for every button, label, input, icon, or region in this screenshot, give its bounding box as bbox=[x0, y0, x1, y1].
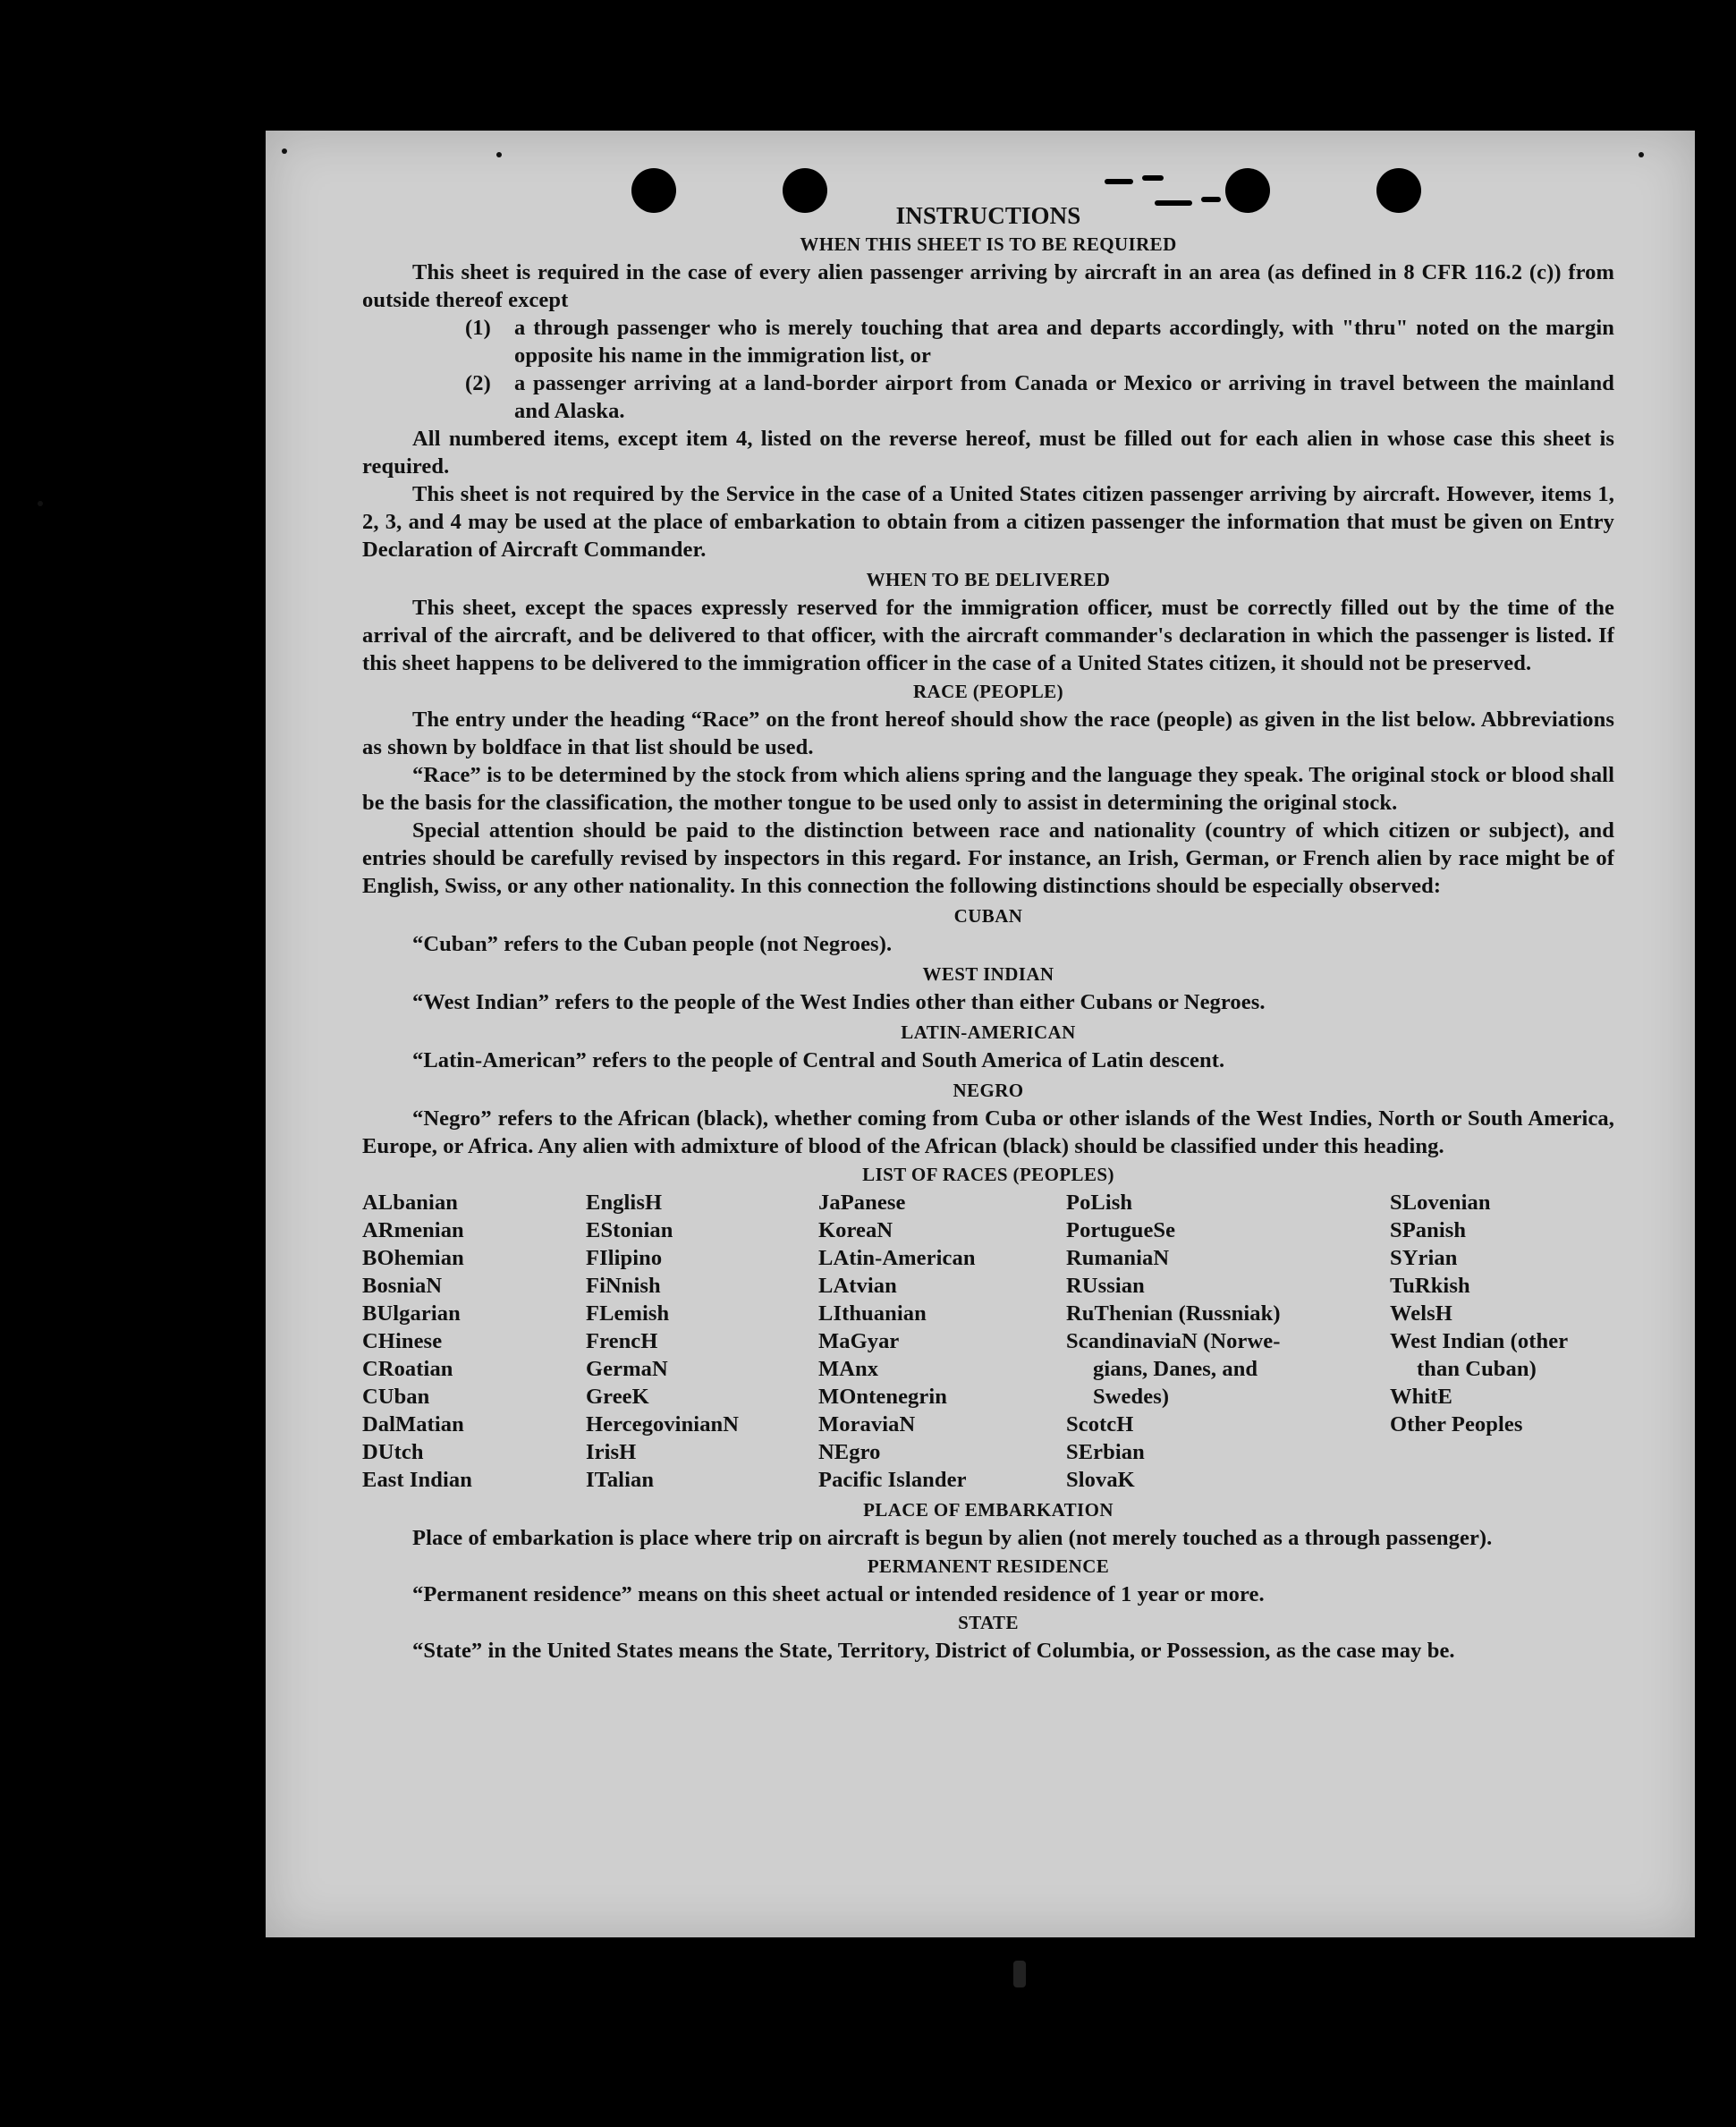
race-entry: BUlgarian bbox=[362, 1301, 461, 1326]
speck bbox=[282, 148, 287, 154]
race-entry: ScotcH bbox=[1066, 1412, 1134, 1436]
races-column bbox=[586, 1189, 818, 1494]
race-entry: IrisH bbox=[586, 1440, 637, 1464]
race-entry: RUssian bbox=[1066, 1274, 1145, 1298]
race-entry: LAtin-American bbox=[818, 1246, 976, 1270]
exception-text: a through passenger who is merely touching that area and departs accordingly, with "thru" noted on the margin opposite his name in the immigration list, or bbox=[514, 316, 1614, 368]
heading-list-of-races: LIST OF RACES (PEOPLES) bbox=[862, 1164, 1114, 1185]
ink-mark bbox=[1142, 175, 1164, 181]
race-entry: PortugueSe bbox=[1066, 1218, 1176, 1242]
race-entry: KoreaN bbox=[818, 1218, 893, 1242]
race-entry: JaPanese bbox=[818, 1191, 906, 1215]
document-sheet bbox=[266, 131, 1695, 1937]
race-entry: West Indian (other bbox=[1390, 1329, 1569, 1353]
race-entry: ScandinaviaN (Norwe- bbox=[1066, 1329, 1281, 1353]
race-entry: TuRkish bbox=[1390, 1274, 1470, 1298]
paragraph: This sheet is not required by the Service in the case of a United States citizen passenger arriving by aircraft. However, items 1, 2, 3, and 4 may be used at the place of embarkation to obtain from a citizen passenger the information that must be given on Entry Declaration of Aircraft Commander. bbox=[362, 482, 1614, 562]
paragraph: “State” in the United States means the State, Territory, District of Columbia, or Possession, as the case may be. bbox=[412, 1639, 1455, 1663]
exception-number: (2) bbox=[465, 371, 491, 395]
paragraph: This sheet, except the spaces expressly reserved for the immigration officer, must be correctly filled out by the time of the arrival of the aircraft, and be delivered to that officer, with the aircraft commander's declaration in which the passenger is listed. If this sheet happens to be delivered to the immigration officer in the case of a United States citizen, it should not be preserved. bbox=[362, 596, 1614, 675]
races-list bbox=[362, 1189, 1614, 1494]
races-column bbox=[1390, 1189, 1614, 1494]
paragraph: “Permanent residence” means on this sheet actual or intended residence of 1 year or more. bbox=[412, 1582, 1265, 1606]
race-entry: RumaniaN bbox=[1066, 1246, 1170, 1270]
race-entry: SLovenian bbox=[1390, 1191, 1491, 1215]
heading-cuban: CUBAN bbox=[953, 905, 1023, 927]
heading-state: STATE bbox=[958, 1612, 1019, 1633]
paragraph: “Cuban” refers to the Cuban people (not Negroes). bbox=[412, 932, 893, 956]
paragraph: “Negro” refers to the African (black), whether coming from Cuba or other islands of the West Indies, North or South America, Europe, or Africa. Any alien with admixture of blood of the African (black) should be classified under this heading. bbox=[362, 1106, 1614, 1158]
heading-permanent-residence: PERMANENT RESIDENCE bbox=[867, 1555, 1110, 1577]
race-entry: LAtvian bbox=[818, 1274, 897, 1298]
paragraph: The entry under the heading “Race” on the front hereof should show the race (people) as given in the list below. Abbreviations as shown by boldface in that list should be used. bbox=[362, 708, 1614, 759]
race-entry: CRoatian bbox=[362, 1357, 453, 1381]
heading-latin-american: LATIN-AMERICAN bbox=[901, 1021, 1076, 1043]
race-entry: BosniaN bbox=[362, 1274, 443, 1298]
paragraph: Special attention should be paid to the distinction between race and nationality (country of which citizen or subject), and entries should be carefully revised by inspectors in this regard. For instance, an Irish, German, or French alien by race might be of English, Swiss, or any other nationality. In this connection the following distinctions should be especially observed: bbox=[362, 818, 1614, 898]
heading-race: RACE (PEOPLE) bbox=[913, 681, 1063, 702]
race-entry: EnglisH bbox=[586, 1191, 663, 1215]
race-entry: WelsH bbox=[1390, 1301, 1452, 1326]
race-entry: GermaN bbox=[586, 1357, 668, 1381]
heading-when-required: WHEN THIS SHEET IS TO BE REQUIRED bbox=[800, 233, 1177, 255]
race-entry: CHinese bbox=[362, 1329, 443, 1353]
exception-text: a passenger arriving at a land-border airport from Canada or Mexico or arriving in travel between the mainland and Alaska. bbox=[514, 371, 1614, 423]
speck bbox=[38, 501, 43, 506]
race-entry: ARmenian bbox=[362, 1218, 464, 1242]
race-entry: MoraviaN bbox=[818, 1412, 916, 1436]
race-entry: MaGyar bbox=[818, 1329, 900, 1353]
race-entry: ALbanian bbox=[362, 1191, 459, 1215]
race-entry: CUban bbox=[362, 1385, 430, 1409]
race-entry: FLemish bbox=[586, 1301, 670, 1326]
exception-item bbox=[362, 369, 1614, 425]
race-entry: WhitE bbox=[1390, 1385, 1452, 1409]
race-entry: Other Peoples bbox=[1390, 1412, 1523, 1436]
race-entry: than Cuban) bbox=[1417, 1357, 1537, 1381]
race-entry: BOhemian bbox=[362, 1246, 464, 1270]
race-entry: East Indian bbox=[362, 1468, 472, 1492]
race-entry: SYrian bbox=[1390, 1246, 1458, 1270]
races-column bbox=[362, 1189, 586, 1494]
race-entry: Swedes) bbox=[1093, 1385, 1170, 1409]
race-entry: MOntenegrin bbox=[818, 1385, 947, 1409]
race-entry: EStonian bbox=[586, 1218, 673, 1242]
race-entry: NEgro bbox=[818, 1440, 881, 1464]
ink-mark bbox=[1105, 179, 1133, 184]
paragraph: This sheet is required in the case of every alien passenger arriving by aircraft in an area (as defined in 8 CFR 116.2 (c)) from outside thereof except bbox=[362, 260, 1614, 312]
heading-west-indian: WEST INDIAN bbox=[922, 963, 1054, 985]
speck bbox=[1013, 1961, 1026, 1987]
race-entry: FrencH bbox=[586, 1329, 658, 1353]
exception-number: (1) bbox=[465, 316, 491, 340]
race-entry: FiNnish bbox=[586, 1274, 661, 1298]
race-entry: RuThenian (Russniak) bbox=[1066, 1301, 1281, 1326]
races-column bbox=[1066, 1189, 1390, 1494]
race-entry: SlovaK bbox=[1066, 1468, 1135, 1492]
exception-item bbox=[362, 314, 1614, 369]
paragraph: “Race” is to be determined by the stock from which aliens spring and the language they speak. The original stock or blood shall be the basis for the classification, the mother tongue to be used only to assist in determining the original stock. bbox=[362, 763, 1614, 815]
race-entry: DalMatian bbox=[362, 1412, 464, 1436]
race-entry: SErbian bbox=[1066, 1440, 1145, 1464]
page-title: INSTRUCTIONS bbox=[895, 202, 1081, 229]
heading-when-delivered: WHEN TO BE DELIVERED bbox=[866, 569, 1111, 590]
instructions-body bbox=[362, 202, 1614, 1665]
speck bbox=[1639, 152, 1644, 157]
heading-negro: NEGRO bbox=[953, 1080, 1024, 1101]
race-entry: LIthuanian bbox=[818, 1301, 927, 1326]
paragraph: “Latin-American” refers to the people of Central and South America of Latin descent. bbox=[412, 1048, 1225, 1072]
race-entry: DUtch bbox=[362, 1440, 424, 1464]
race-entry: FIlipino bbox=[586, 1246, 663, 1270]
paragraph: All numbered items, except item 4, listed on the reverse hereof, must be filled out for each alien in whose case this sheet is required. bbox=[362, 427, 1614, 479]
paragraph: Place of embarkation is place where trip on aircraft is begun by alien (not merely touched as a through passenger). bbox=[412, 1526, 1493, 1550]
race-entry: SPanish bbox=[1390, 1218, 1467, 1242]
race-entry: PoLish bbox=[1066, 1191, 1133, 1215]
race-entry: gians, Danes, and bbox=[1093, 1357, 1258, 1381]
speck bbox=[496, 152, 502, 157]
race-entry: ITalian bbox=[586, 1468, 655, 1492]
race-entry: Pacific Islander bbox=[818, 1468, 967, 1492]
race-entry: MAnx bbox=[818, 1357, 879, 1381]
race-entry: GreeK bbox=[586, 1385, 649, 1409]
race-entry: HercegovinianN bbox=[586, 1412, 740, 1436]
races-column bbox=[818, 1189, 1066, 1494]
paragraph: “West Indian” refers to the people of the West Indies other than either Cubans or Negroes. bbox=[412, 990, 1266, 1014]
heading-embarkation: PLACE OF EMBARKATION bbox=[863, 1499, 1114, 1521]
